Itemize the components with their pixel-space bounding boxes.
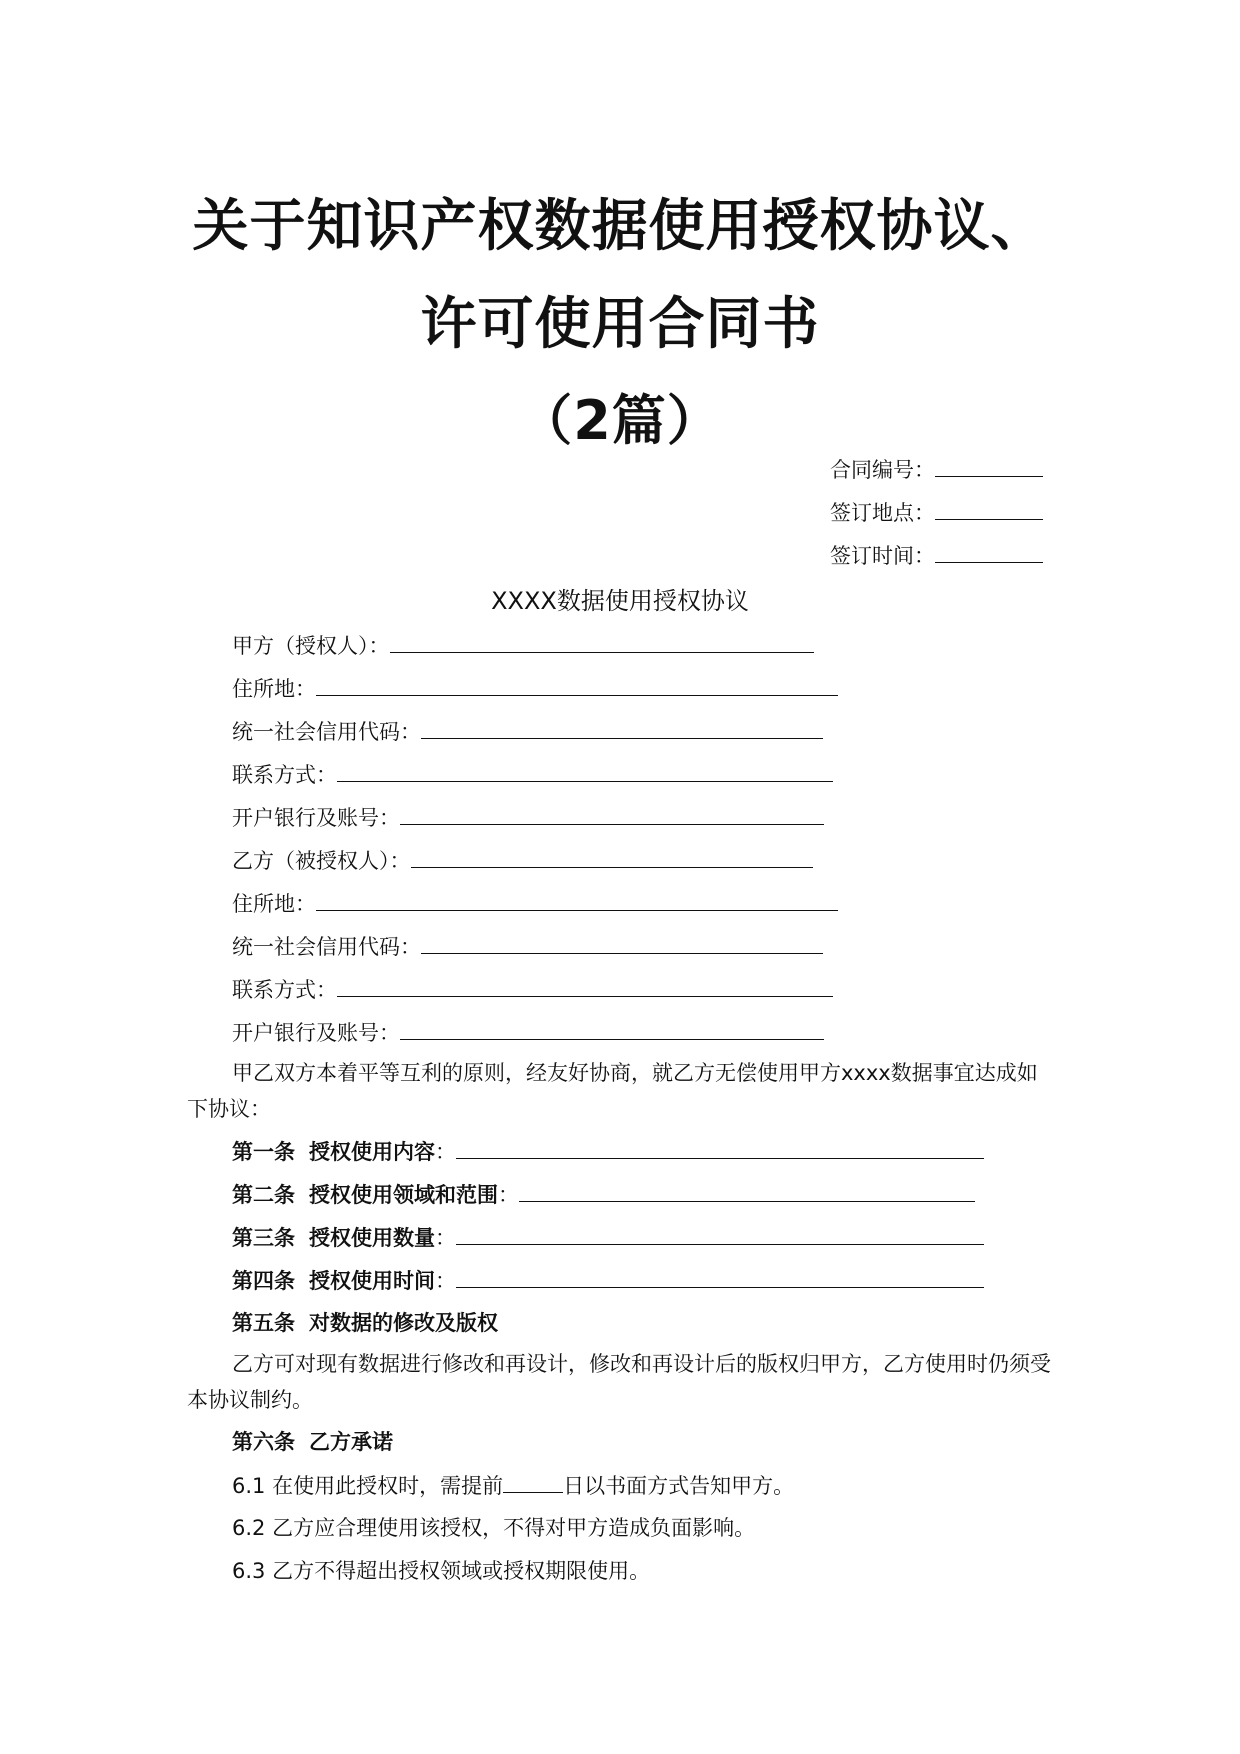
party-b-bank-field <box>232 1017 824 1048</box>
clause-4-number: 第四条 <box>232 1269 295 1293</box>
signing-place-blank <box>935 499 1043 520</box>
party-b-contact-label: 联系方式： <box>232 978 337 1002</box>
agreement-subtitle: XXXX数据使用授权协议 <box>491 587 749 615</box>
clause-5-paragraph: 乙方可对现有数据进行修改和再设计，修改和再设计后的版权归甲方，乙方使用时仍须受本协议制约。 <box>187 1352 1051 1412</box>
party-a-address-blank <box>316 673 838 696</box>
signing-time-label: 签订时间： <box>830 544 935 568</box>
clause-5-number: 第五条 <box>232 1311 295 1335</box>
party-b-bank-blank <box>400 1017 824 1040</box>
clause-4-heading: 授权使用时间 <box>309 1269 435 1293</box>
party-b-address-field <box>232 888 838 919</box>
party-a-contact-field <box>232 759 833 790</box>
party-a-bank-blank <box>400 802 824 825</box>
item-6-1 <box>232 1470 794 1501</box>
clause-2-colon: ： <box>498 1183 519 1207</box>
contract-number-label: 合同编号： <box>830 458 935 482</box>
party-a-name-field <box>232 630 814 661</box>
clause-3-heading: 授权使用数量 <box>309 1226 435 1250</box>
party-a-credit-code-label: 统一社会信用代码： <box>232 720 421 744</box>
party-a-name-label: 甲方（授权人）： <box>232 634 390 658</box>
item-6-3: 6.3 乙方不得超出授权领域或授权期限使用。 <box>232 1559 651 1583</box>
item-6-1-days-blank <box>503 1470 563 1493</box>
party-a-bank-field <box>232 802 824 833</box>
party-a-credit-code-field <box>232 716 823 747</box>
party-b-address-blank <box>316 888 838 911</box>
party-a-name-blank <box>390 630 814 653</box>
clause-1-heading: 授权使用内容 <box>309 1140 435 1164</box>
party-a-credit-code-blank <box>421 716 823 739</box>
party-b-credit-code-field <box>232 931 823 962</box>
party-b-name-label: 乙方（被授权人）： <box>232 849 411 873</box>
clause-4 <box>232 1265 984 1296</box>
clause-3-blank <box>456 1222 984 1245</box>
clause-2-heading: 授权使用领域和范围 <box>309 1183 498 1207</box>
party-b-address-label: 住所地： <box>232 892 316 916</box>
clause-5-heading: 对数据的修改及版权 <box>309 1311 498 1335</box>
clause-6-heading: 乙方承诺 <box>309 1430 393 1454</box>
clause-3-colon: ： <box>435 1226 456 1250</box>
contract-number-field <box>830 455 1060 485</box>
signing-place-field <box>830 498 1060 528</box>
signing-place-label: 签订地点： <box>830 501 935 525</box>
document-title-line-3: （2篇） <box>518 389 722 452</box>
party-b-contact-blank <box>337 974 833 997</box>
intro-paragraph: 甲乙双方本着平等互利的原则，经友好协商，就乙方无偿使用甲方xxxx数据事宜达成如下协议： <box>187 1061 1038 1121</box>
party-b-credit-code-blank <box>421 931 823 954</box>
document-title-line-1: 关于知识产权数据使用授权协议、 <box>192 194 1048 259</box>
clause-1 <box>232 1136 984 1167</box>
signing-time-field <box>830 541 1060 571</box>
party-a-contact-label: 联系方式： <box>232 763 337 787</box>
item-6-1-text-after: 日以书面方式告知甲方。 <box>563 1474 795 1498</box>
party-b-credit-code-label: 统一社会信用代码： <box>232 935 421 959</box>
clause-2 <box>232 1179 975 1210</box>
clause-4-colon: ： <box>435 1269 456 1293</box>
party-b-name-blank <box>411 845 813 868</box>
clause-3-number: 第三条 <box>232 1226 295 1250</box>
party-b-contact-field <box>232 974 833 1005</box>
clause-2-blank <box>519 1179 975 1202</box>
item-6-1-text-before: 6.1 在使用此授权时，需提前 <box>232 1474 504 1498</box>
party-b-bank-label: 开户银行及账号： <box>232 1021 400 1045</box>
document-title-line-2: 许可使用合同书 <box>420 292 820 357</box>
clause-6 <box>232 1427 393 1457</box>
clause-2-number: 第二条 <box>232 1183 295 1207</box>
item-6-2: 6.2 乙方应合理使用该授权，不得对甲方造成负面影响。 <box>232 1516 756 1540</box>
party-a-address-field <box>232 673 838 704</box>
clause-1-number: 第一条 <box>232 1140 295 1164</box>
clause-1-blank <box>456 1136 984 1159</box>
clause-3 <box>232 1222 984 1253</box>
contract-number-blank <box>935 456 1043 477</box>
party-b-name-field <box>232 845 813 876</box>
party-a-address-label: 住所地： <box>232 677 316 701</box>
clause-4-blank <box>456 1265 984 1288</box>
clause-6-number: 第六条 <box>232 1430 295 1454</box>
party-a-bank-label: 开户银行及账号： <box>232 806 400 830</box>
clause-1-colon: ： <box>435 1140 456 1164</box>
party-a-contact-blank <box>337 759 833 782</box>
clause-5 <box>232 1308 498 1338</box>
signing-time-blank <box>935 542 1043 563</box>
